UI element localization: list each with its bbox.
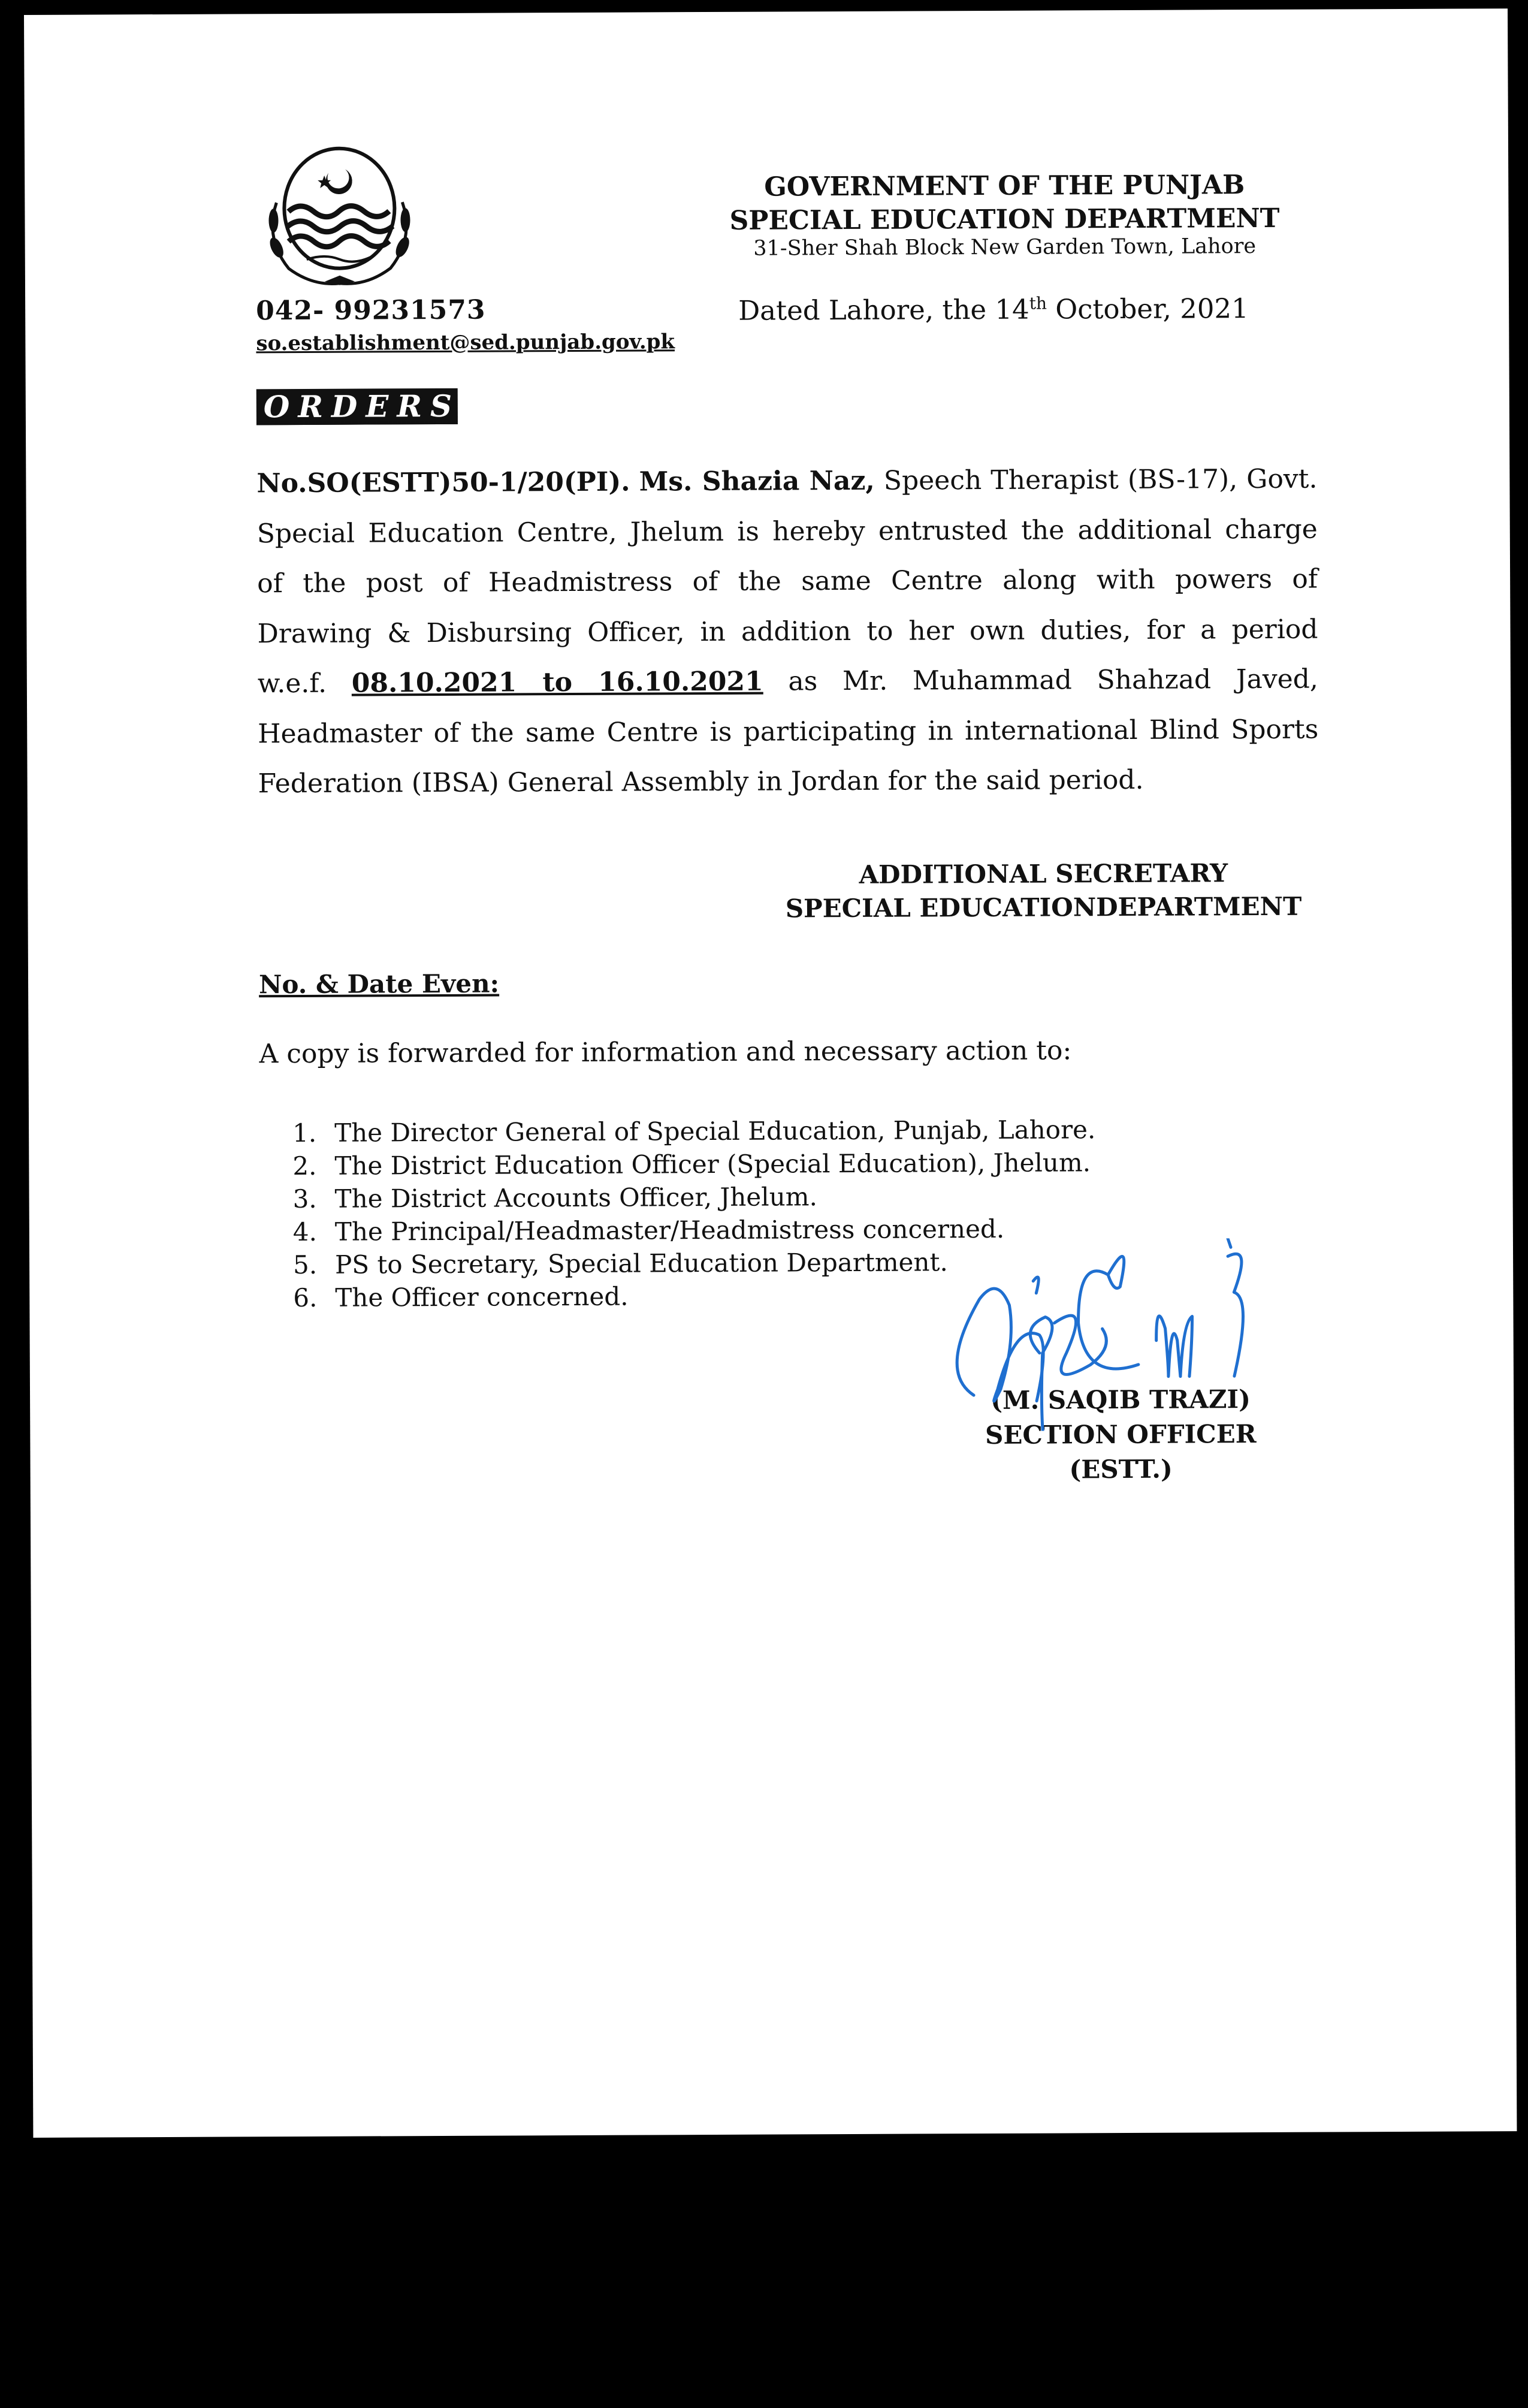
email-link[interactable]: so.establishment@sed.punjab.gov.pk <box>256 330 675 356</box>
list-item: 6. The Officer concerned. <box>293 1281 629 1313</box>
order-line: No.SO(ESTT)50-1/20(PI). Ms. Shazia Naz, Speech Therapist (BS-17), Govt. <box>256 463 1318 499</box>
order-line: Special Education Centre, Jhelum is hereby entrusted the additional charge <box>256 514 1318 549</box>
order-line: Headmaster of the same Centre is participating in international Blind Sports <box>258 714 1319 749</box>
department-address: 31-Sher Shah Block New Garden Town, Lahore <box>753 234 1257 261</box>
person-name: Ms. Shazia Naz, <box>639 465 875 497</box>
copy-forwarded-text: A copy is forwarded for information and necessary action to: <box>259 1035 1072 1070</box>
order-number: No.SO(ESTT)50-1/20(PI). <box>256 466 630 499</box>
list-item: 1. The Director General of Special Education, Punjab, Lahore. <box>292 1115 1096 1148</box>
gov-title: GOVERNMENT OF THE PUNJAB <box>764 170 1245 203</box>
period-dates: 08.10.2021 to 16.10.2021 <box>351 666 763 699</box>
order-line: Drawing & Disbursing Officer, in addition to her own duties, for a period <box>257 614 1318 649</box>
order-line: w.e.f. 08.10.2021 to 16.10.2021 as Mr. Muhammad Shahzad Javed, <box>257 663 1318 699</box>
additional-secretary-title: ADDITIONAL SECRETARY <box>859 858 1228 889</box>
additional-secretary-block <box>765 856 1322 926</box>
additional-secretary-dept: SPECIAL EDUCATIONDEPARTMENT <box>785 891 1302 924</box>
order-line: Federation (IBSA) General Assembly in Jordan for the said period. <box>258 764 1144 799</box>
signatory-title: SECTION OFFICER (ESTT.) <box>985 1419 1257 1484</box>
letterhead <box>726 168 1283 238</box>
list-item: 4. The Principal/Headmaster/Headmistress concerned. <box>292 1214 1005 1247</box>
handwritten-signature <box>916 1238 1306 1432</box>
punjab-seal-logo <box>240 142 439 292</box>
no-date-even: No. & Date Even: <box>258 968 500 1000</box>
list-item: 3. The District Accounts Officer, Jhelum. <box>292 1182 817 1214</box>
orders-heading: ORDERS <box>256 388 458 425</box>
order-body <box>256 454 1319 809</box>
date-line: Dated Lahore, the 14th October, 2021 <box>738 292 1249 327</box>
signatory-name: (M. SAQIB TRAZI) <box>991 1384 1251 1415</box>
phone-number: 042- 99231573 <box>256 294 486 327</box>
list-item: 5. PS to Secretary, Special Education Department. <box>292 1247 948 1280</box>
order-line: of the post of Headmistress of the same Centre along with powers of <box>257 563 1318 599</box>
document-page <box>24 8 1517 2138</box>
list-item: 2. The District Education Officer (Special Education), Jhelum. <box>292 1148 1091 1181</box>
department-title: SPECIAL EDUCATION DEPARTMENT <box>729 203 1280 236</box>
